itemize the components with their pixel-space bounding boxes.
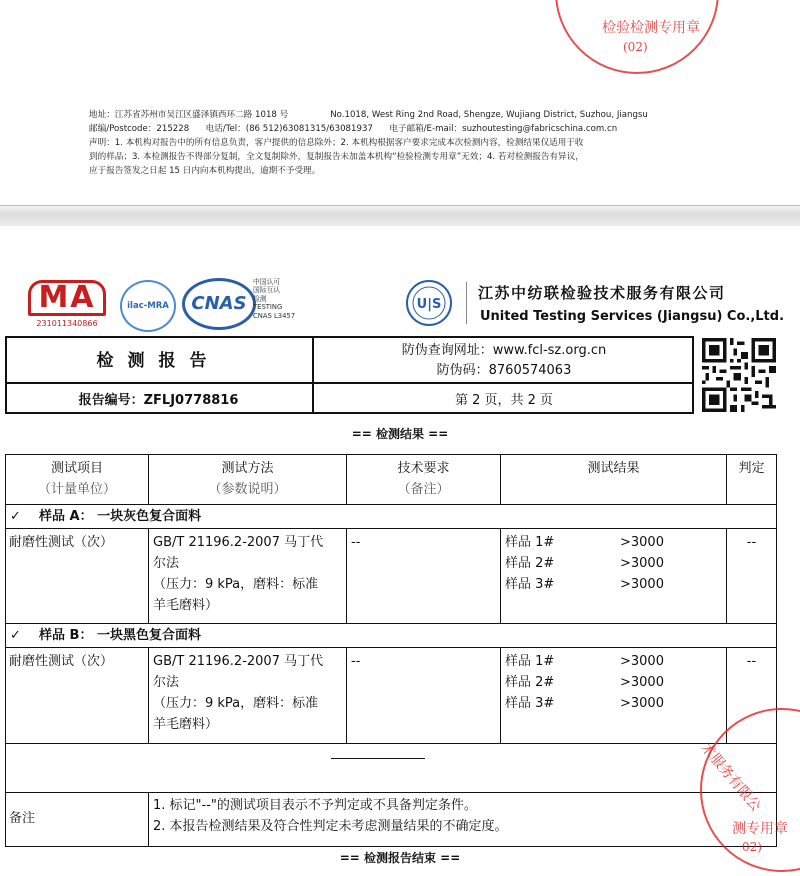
header-divider [5,382,694,384]
statement-line-1: 声明：1. 本机构对报告中的所有信息负责，客户提供的信息除外；2. 本机构根据客户要求完成本次检测内容，检测结果仅适用于收 [89,138,584,148]
address-en: No.1018, West Ring 2nd Road, Shengze, Wujiang District, Suzhou, Jiangsu [330,110,648,120]
method-line: 羊毛磨料） [153,717,219,732]
seal-text: 检验检测专用章 [602,20,700,36]
table-divider [6,528,776,529]
header-method-label: 测试方法 [221,461,274,476]
method-line: 羊毛磨料） [153,598,219,613]
method-line: 尔法 [153,675,180,690]
table-divider [148,792,149,847]
sample-b-label: 样品 B： 一块黑色复合面料 [39,628,201,643]
result-sample: 样品 3# [505,696,555,711]
uts-logo-icon [404,278,454,328]
cnas-logo: CNAS [182,278,256,330]
result-value: >3000 [620,556,664,571]
technical-requirement: -- [351,535,361,550]
table-divider [6,623,776,624]
table-divider [6,743,776,744]
table-divider [500,647,501,743]
table-divider [6,504,776,505]
header-result: 测试结果 [587,461,640,476]
cnas-line: 检测 [253,294,267,303]
remark-1: 1. 标记"--"的测试项目表示不予判定或不具备判定条件。 [153,798,477,813]
cnas-line: 中国认可 [253,278,281,286]
table-divider [148,528,149,623]
cma-logo [28,280,106,328]
sample-b-row [10,625,201,646]
result-value: >3000 [620,535,664,550]
table-divider [500,528,501,623]
header-item [6,458,148,500]
method-line: GB/T 21196.2-2007 马丁代 [153,654,324,669]
sample-a-row [10,506,201,527]
result-row [505,532,725,553]
check-icon: ✓ [10,509,21,524]
method-line: GB/T 21196.2-2007 马丁代 [153,535,324,550]
table-blank-line [331,758,425,759]
cnas-line: CNAS L3457 [253,311,296,320]
table-divider [148,647,149,743]
header-method [149,458,346,500]
result-value: >3000 [620,577,664,592]
result-sample: 样品 3# [505,577,555,592]
test-method [153,532,345,616]
postcode: 邮编/Postcode：215228 [89,124,190,134]
official-seal-top [555,0,719,74]
sample-a-label: 样品 A： 一块灰色复合面料 [39,509,202,524]
results-table [5,454,777,847]
cnas-line: TESTING [253,303,283,312]
seal-text: 测专用章 [732,821,788,837]
report-number: 报告编号：ZFLJ0778816 [78,393,239,408]
result-value: >3000 [620,696,664,711]
header-requirement-label: 技术要求 [397,461,450,476]
method-line: 尔法 [153,556,180,571]
uts-mark: U|S [416,297,442,312]
header-requirement-sub: （备注） [397,482,450,497]
judgement: -- [746,654,757,669]
result-sample: 样品 2# [505,675,555,690]
header-judgement: 判定 [738,461,765,476]
header-requirement [347,458,500,500]
cnas-line: 国际互认 [253,286,281,295]
end-heading: == 检测报告结束 == [339,851,461,865]
statement-line-2: 到的样品；3. 本检测报告不得部分复制，全文复制除外，复制报告未加盖本机构“检验检测专用章”无效；4. 若对检测报告有异议， [89,152,584,162]
telephone: 电话/Tel：(86 512)63081315/63081937 [205,124,373,134]
method-line: （压力：9 kPa，磨料：标准 [153,577,319,592]
technical-requirement: -- [351,654,361,669]
cma-number: 231011340866 [36,319,98,328]
seal-number: (02) [623,40,648,54]
company-name-cn: 江苏中纺联检验技术服务有限公司 [478,284,726,302]
result-row [505,553,725,574]
result-sample: 样品 1# [505,535,555,550]
cnas-accreditation-text [253,278,295,320]
report-footer [89,108,699,178]
judgement: -- [746,535,757,550]
remarks [153,795,508,837]
table-divider [6,792,776,793]
remark-2: 2. 本报告检测结果及符合性判定未考虑测量结果的不确定度。 [153,819,508,834]
result-sample: 样品 1# [505,654,555,669]
test-results [505,651,725,714]
check-icon: ✓ [10,628,21,643]
seal-number: 02) [742,840,762,854]
result-row [505,574,725,595]
address-cn: 地址：江苏省苏州市吴江区盛泽镇西环二路 1018 号 [89,110,289,120]
result-value: >3000 [620,654,664,669]
verify-code: 防伪码：8760574063 [436,363,572,378]
cma-mark: MA [28,280,106,316]
method-line: （压力：9 kPa，磨料：标准 [153,696,319,711]
result-sample: 样品 2# [505,556,555,571]
header-method-sub: （参数说明） [208,482,287,497]
test-item: 耐磨性测试（次） [9,535,114,550]
email: 电子邮箱/E-mail：suzhoutesting@fabricschina.com.cn [389,124,618,134]
verify-url: 防伪查询网址：www.fcl-sz.org.cn [401,343,607,358]
verification-info [314,341,694,381]
ilac-mra-logo: ilac-MRA [120,280,176,332]
test-method [153,651,345,735]
test-item: 耐磨性测试（次） [9,654,114,669]
table-divider [6,647,776,648]
header-item-sub: （计量单位） [37,482,116,497]
company-divider [466,282,467,324]
result-row [505,693,725,714]
seal-text: 术服务有限公 [697,739,764,815]
qr-code-icon [702,338,776,412]
page-separator [0,205,800,226]
statement-line-3: 应于报告签发之日起 15 日内向本机构提出，逾期不予受理。 [89,166,321,176]
remarks-label: 备注 [9,811,36,826]
page-indicator: 第 2 页，共 2 页 [454,393,554,408]
table-divider [346,647,347,743]
report-title: 检测报告 [96,351,221,371]
company-name-en: United Testing Services (Jiangsu) Co.,Ltd. [480,309,785,324]
table-divider [346,528,347,623]
test-results [505,532,725,595]
result-row [505,672,725,693]
header-item-label: 测试项目 [50,461,103,476]
result-value: >3000 [620,675,664,690]
results-heading: == 检测结果 == [351,427,449,441]
result-row [505,651,725,672]
